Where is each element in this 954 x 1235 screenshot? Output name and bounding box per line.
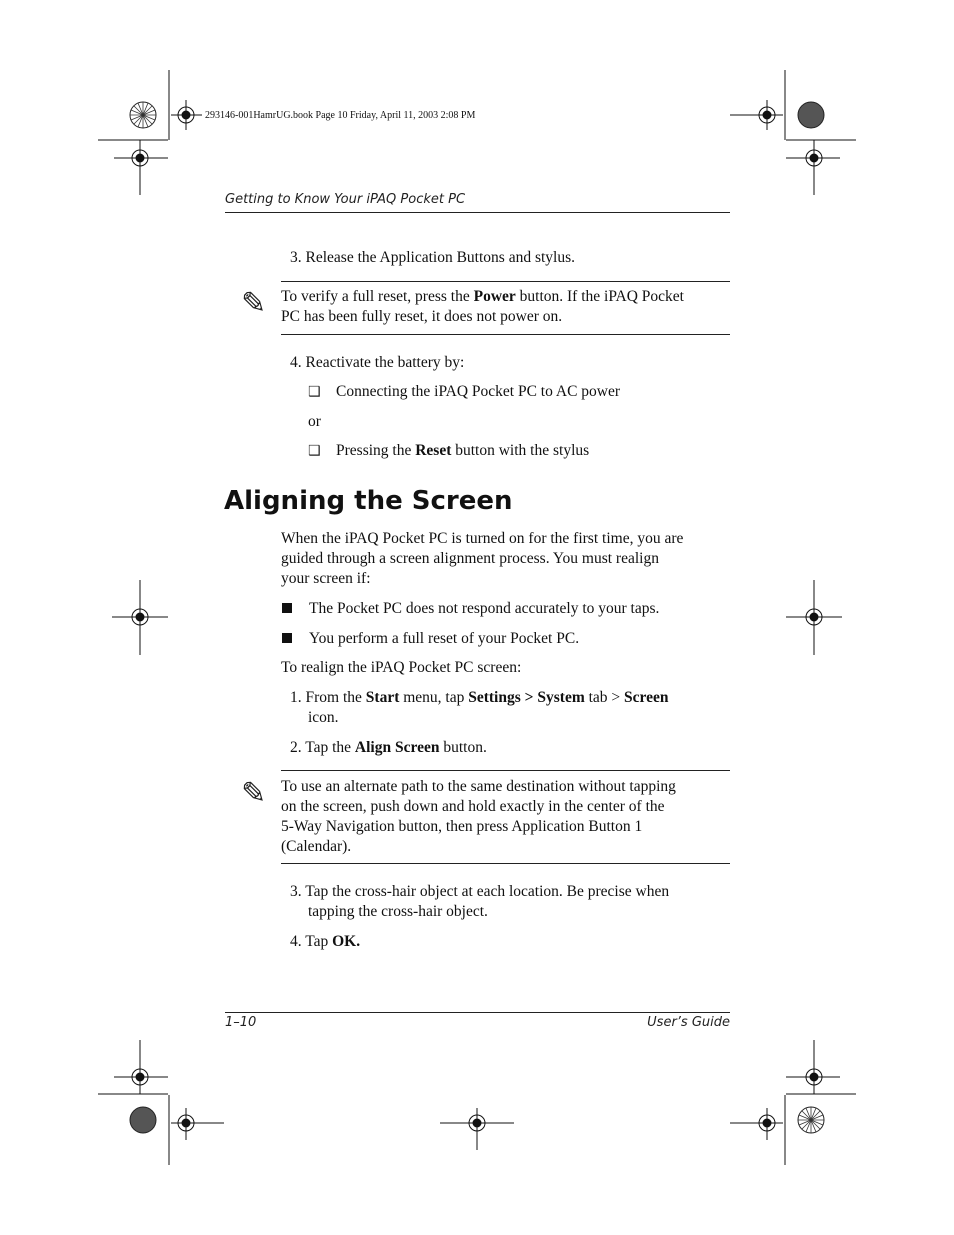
note-full-reset: To verify a full reset, press the Power button. If the iPAQ Pocket PC has been fully reset, it does not power on. xyxy=(281,288,684,325)
empty-checkbox-icon: ❑ xyxy=(308,384,321,400)
step-tap-align-screen: 2. Tap the Align Screen button. xyxy=(290,739,487,756)
print-slug: 293146-001HamrUG.book Page 10 Friday, April 11, 2003 2:08 PM xyxy=(205,110,476,121)
note-bottom-rule xyxy=(281,334,730,335)
realign-intro: To realign the iPAQ Pocket PC screen: xyxy=(281,659,522,676)
step-release-buttons: 3. Release the Application Buttons and stylus. xyxy=(290,249,575,266)
note-bottom-rule xyxy=(281,863,730,864)
option-ac-power: Connecting the iPAQ Pocket PC to AC power xyxy=(336,383,621,400)
empty-checkbox-icon: ❑ xyxy=(308,443,321,459)
running-header: Getting to Know Your iPAQ Pocket PC xyxy=(225,192,466,207)
pencil-note-icon: ✎ xyxy=(241,776,267,811)
header-rule xyxy=(225,212,730,213)
note-top-rule xyxy=(281,281,730,282)
note-top-rule xyxy=(281,770,730,771)
or-text: or xyxy=(308,413,321,430)
footer-guide-title: User’s Guide xyxy=(647,1015,730,1030)
bullet-item: You perform a full reset of your Pocket PC. xyxy=(309,630,580,647)
footer-rule xyxy=(225,1012,730,1013)
step-reactivate-battery: 4. Reactivate the battery by: xyxy=(290,354,465,371)
note-alternate-path: To use an alternate path to the same destination without tapping on the screen, push down and hold exactly in the center of the 5-Way Navigation button, then press Application Button 1 (Calendar). xyxy=(281,778,676,855)
page-number: 1–10 xyxy=(225,1015,257,1030)
square-bullet-icon xyxy=(282,603,292,613)
step-open-screen-settings: 1. From the Start menu, tap Settings > System tab > Screen icon. xyxy=(290,689,669,726)
step-tap-crosshair: 3. Tap the cross-hair object at each location. Be precise when tapping the cross-hair object. xyxy=(290,883,670,920)
pencil-note-icon: ✎ xyxy=(241,286,267,321)
section-heading: Aligning the Screen xyxy=(224,486,513,516)
step-tap-ok: 4. Tap OK. xyxy=(290,933,361,950)
square-bullet-icon xyxy=(282,633,292,643)
intro-paragraph: When the iPAQ Pocket PC is turned on for the first time, you are guided through a screen alignment process. You must realign your screen if: xyxy=(281,530,684,587)
option-reset-button: Pressing the Reset button with the stylus xyxy=(336,442,590,459)
bullet-item: The Pocket PC does not respond accurately to your taps. xyxy=(309,600,660,617)
